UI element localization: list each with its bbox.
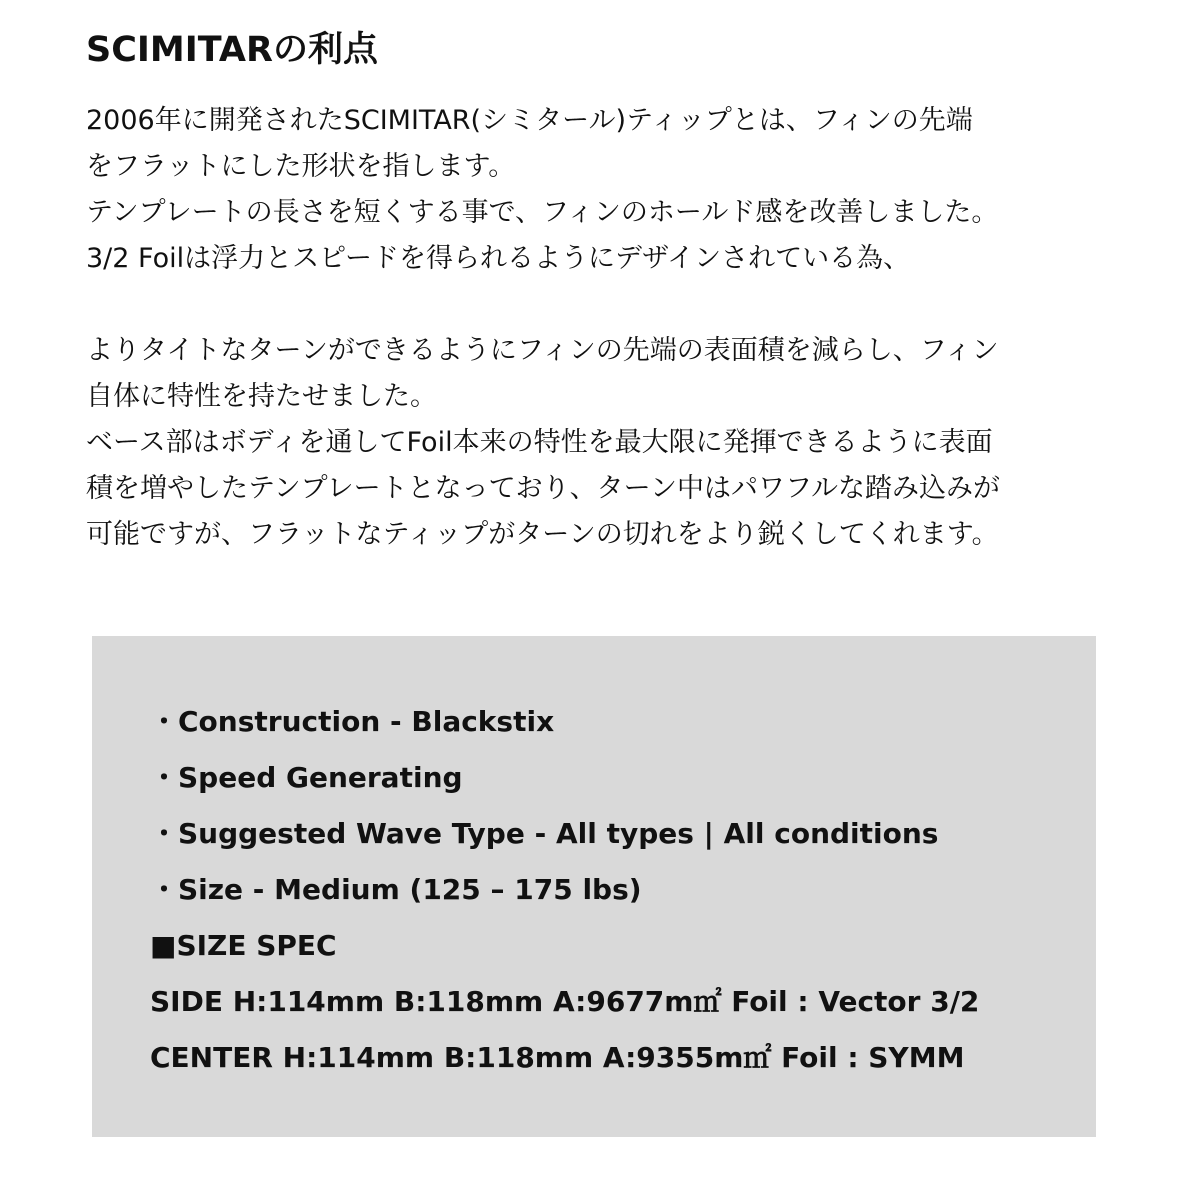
- description-line: をフラットにした形状を指します。: [86, 151, 516, 182]
- description-line: 積を増やしたテンプレートとなっており、ターン中はパワフルな踏み込みが: [86, 473, 1000, 504]
- description-line: 自体に特性を持たせました。: [86, 381, 437, 412]
- size-spec-center: CENTER H:114mm B:118mm A:9355m㎡ Foil : SYMM: [150, 1041, 965, 1074]
- spec-list: [150, 694, 979, 1086]
- description-line: 2006年に開発されたSCIMITAR(シミタール)ティップとは、フィンの先端: [86, 105, 973, 136]
- description-line: 可能ですが、フラットなティップがターンの切れをより鋭くしてくれます。: [86, 519, 999, 550]
- description-line: テンプレートの長さを短くする事で、フィンのホールド感を改善しました。: [86, 197, 999, 228]
- description-line: 3/2 Foilは浮力とスピードを得られるようにデザインされている為、: [86, 243, 911, 274]
- description-line: よりタイトなターンができるようにフィンの先端の表面積を減らし、フィン: [86, 335, 999, 366]
- spec-feature-size: ・Size - Medium (125 – 175 lbs): [150, 873, 642, 906]
- size-spec-heading: ■SIZE SPEC: [150, 929, 337, 962]
- spec-feature-wave-type: ・Suggested Wave Type - All types | All conditions: [150, 817, 939, 850]
- size-spec-side: SIDE H:114mm B:118mm A:9677m㎡ Foil : Vector 3/2: [150, 985, 980, 1018]
- spec-feature-speed: ・Speed Generating: [150, 761, 463, 794]
- description-blank-line: [86, 282, 1146, 328]
- page-title: SCIMITARの利点: [86, 30, 378, 70]
- description-text: [86, 98, 1146, 558]
- description-line: ベース部はボディを通してFoil本来の特性を最大限に発揮できるように表面: [86, 427, 993, 458]
- spec-panel: [92, 636, 1096, 1137]
- spec-feature-construction: ・Construction - Blackstix: [150, 705, 555, 738]
